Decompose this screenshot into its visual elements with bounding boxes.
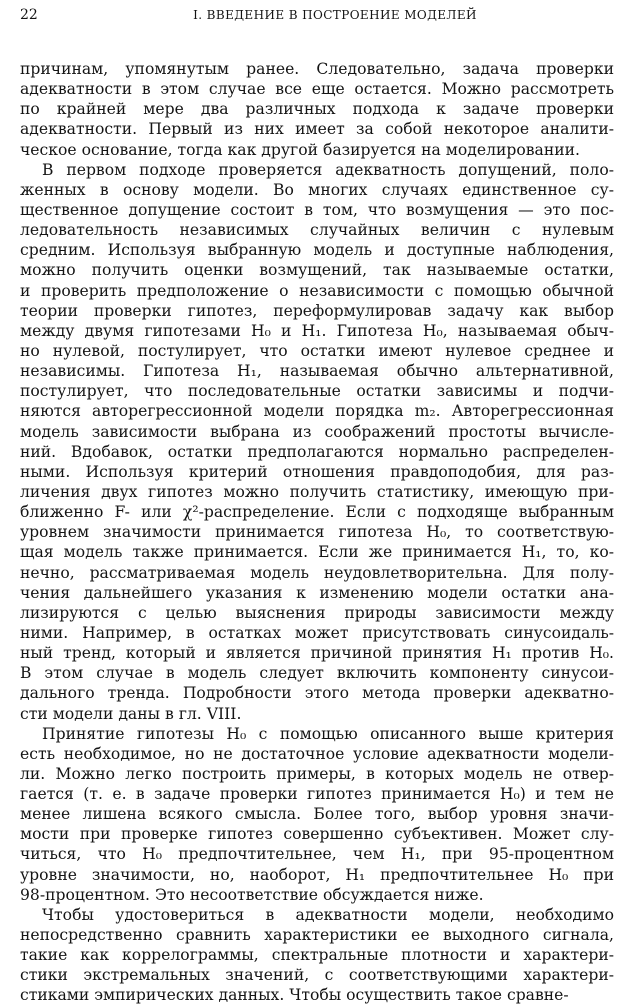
text-line: мости при проверке гипотез совершенно субъективен. Может слу- (20, 825, 614, 844)
page-number: 22 (20, 7, 38, 23)
text-line: адекватности в этом случае все еще остается. Можно рассмотреть (20, 80, 614, 99)
text-line: уровнем значимости принимается гипотеза H₀, то соответствую- (20, 523, 614, 542)
text-line: постулирует, что последовательные остатки зависимы и подчи- (20, 382, 614, 401)
paragraph (20, 905, 614, 1006)
text-line: ческое основание, тогда как другой базируется на моделировании. (20, 140, 580, 159)
text-line: женных в основу модели. Во многих случаях единственное су- (20, 180, 614, 199)
text-line: личения двух гипотез можно получить статистику, имеющую при- (20, 482, 614, 501)
text-line: В первом подходе проверяется адекватность допущений, поло- (42, 160, 614, 179)
text-line: стиками эмпирических данных. Чтобы осуществить такое сравне- (20, 986, 569, 1005)
text-line: Принятие гипотезы H₀ с помощью описанного выше критерия (42, 724, 614, 743)
text-line: гается (т. е. в задаче проверки гипотез принимается H₀) и тем не (20, 785, 614, 804)
paragraph (20, 59, 614, 160)
paragraph (20, 724, 614, 905)
text-line: менее лишена всякого смысла. Более того, выбор уровня значи- (20, 805, 614, 824)
text-line: средним. Используя выбранную модель и доступные наблюдения, (20, 241, 614, 260)
text-line: причинам, упомянутым ранее. Следовательно, задача проверки (20, 60, 614, 78)
text-line: такие как коррелограммы, спектральные плотности и характери- (20, 946, 614, 965)
text-line: между двумя гипотезами H₀ и H₁. Гипотеза H₀, называемая обыч- (20, 321, 614, 340)
text-line: щая модель также принимается. Если же принимается H₁, то, ко- (20, 543, 614, 562)
paragraph (20, 160, 614, 724)
text-line: дального тренда. Подробности этого метода проверки адекватно- (20, 684, 614, 703)
text-line: чения дальнейшего указания к изменению модели остатки ана- (20, 583, 614, 602)
text-line: нечно, рассматриваемая модель неудовлетворительна. Для полу- (20, 563, 614, 582)
text-line: ледовательность независимых случайных величин с нулевым (20, 221, 614, 240)
text-line: ными. Используя критерий отношения правдоподобия, для раз- (20, 462, 614, 481)
text-line: стики экстремальных значений, с соответствующими характери- (20, 966, 614, 985)
text-line: няются авторегрессионной модели порядка m₂. Авторегрессионная (20, 402, 614, 421)
text-line: сти модели даны в гл. VIII. (20, 704, 242, 723)
text-line: ный тренд, который и является причиной принятия H₁ против H₀. (20, 644, 614, 663)
running-head (20, 4, 614, 26)
text-line: уровне значимости, но, наоборот, H₁ предпочтительнее H₀ при (20, 865, 614, 884)
text-line: и проверить предположение о независимости с помощью обычной (20, 281, 614, 300)
chapter-title: I. ВВЕДЕНИЕ В ПОСТРОЕНИЕ МОДЕЛЕЙ (193, 8, 477, 22)
text-line: 98-процентном. Это несоответствие обсуждается ниже. (20, 885, 484, 904)
text-line: ближенно F- или χ²-распределение. Если с подходяще выбранным (20, 503, 614, 522)
text-line: можно получить оценки возмущений, так называемые остатки, (20, 261, 614, 280)
text-line: модель зависимости выбрана из соображений простоты вычисле- (20, 422, 614, 441)
text-line: но нулевой, постулирует, что остатки имеют нулевое среднее и (20, 341, 614, 360)
text-line: теории проверки гипотез, переформулировав задачу как выбор (20, 301, 614, 320)
text-line: лизируются с целью выяснения природы зависимости между (20, 603, 614, 622)
text-line: адекватности. Первый из них имеет за собой некоторое аналити- (20, 120, 614, 139)
text-line: независимы. Гипотеза H₁, называемая обычно альтернативной, (20, 362, 614, 381)
body-text (20, 59, 614, 1006)
text-line: Чтобы удостовериться в адекватности модели, необходимо (42, 905, 614, 924)
text-line: читься, что H₀ предпочтительнее, чем H₁, при 95-процентном (20, 845, 614, 864)
text-line: непосредственно сравнить характеристики ее выходного сигнала, (20, 926, 614, 945)
text-line: ний. Вдобавок, остатки предполагаются нормально распределен- (20, 442, 614, 461)
text-line: В этом случае в модель следует включить компоненту синусои- (20, 664, 614, 683)
text-line: щественное допущение состоит в том, что возмущения — это пос- (20, 200, 614, 219)
text-line: ними. Например, в остатках может присутствовать синусоидаль- (20, 623, 614, 642)
text-line: есть необходимое, но не достаточное условие адекватности модели- (20, 744, 614, 763)
text-line: по крайней мере два различных подхода к задаче проверки (20, 100, 614, 119)
text-line: ли. Можно легко построить примеры, в которых модель не отвер- (20, 764, 614, 783)
